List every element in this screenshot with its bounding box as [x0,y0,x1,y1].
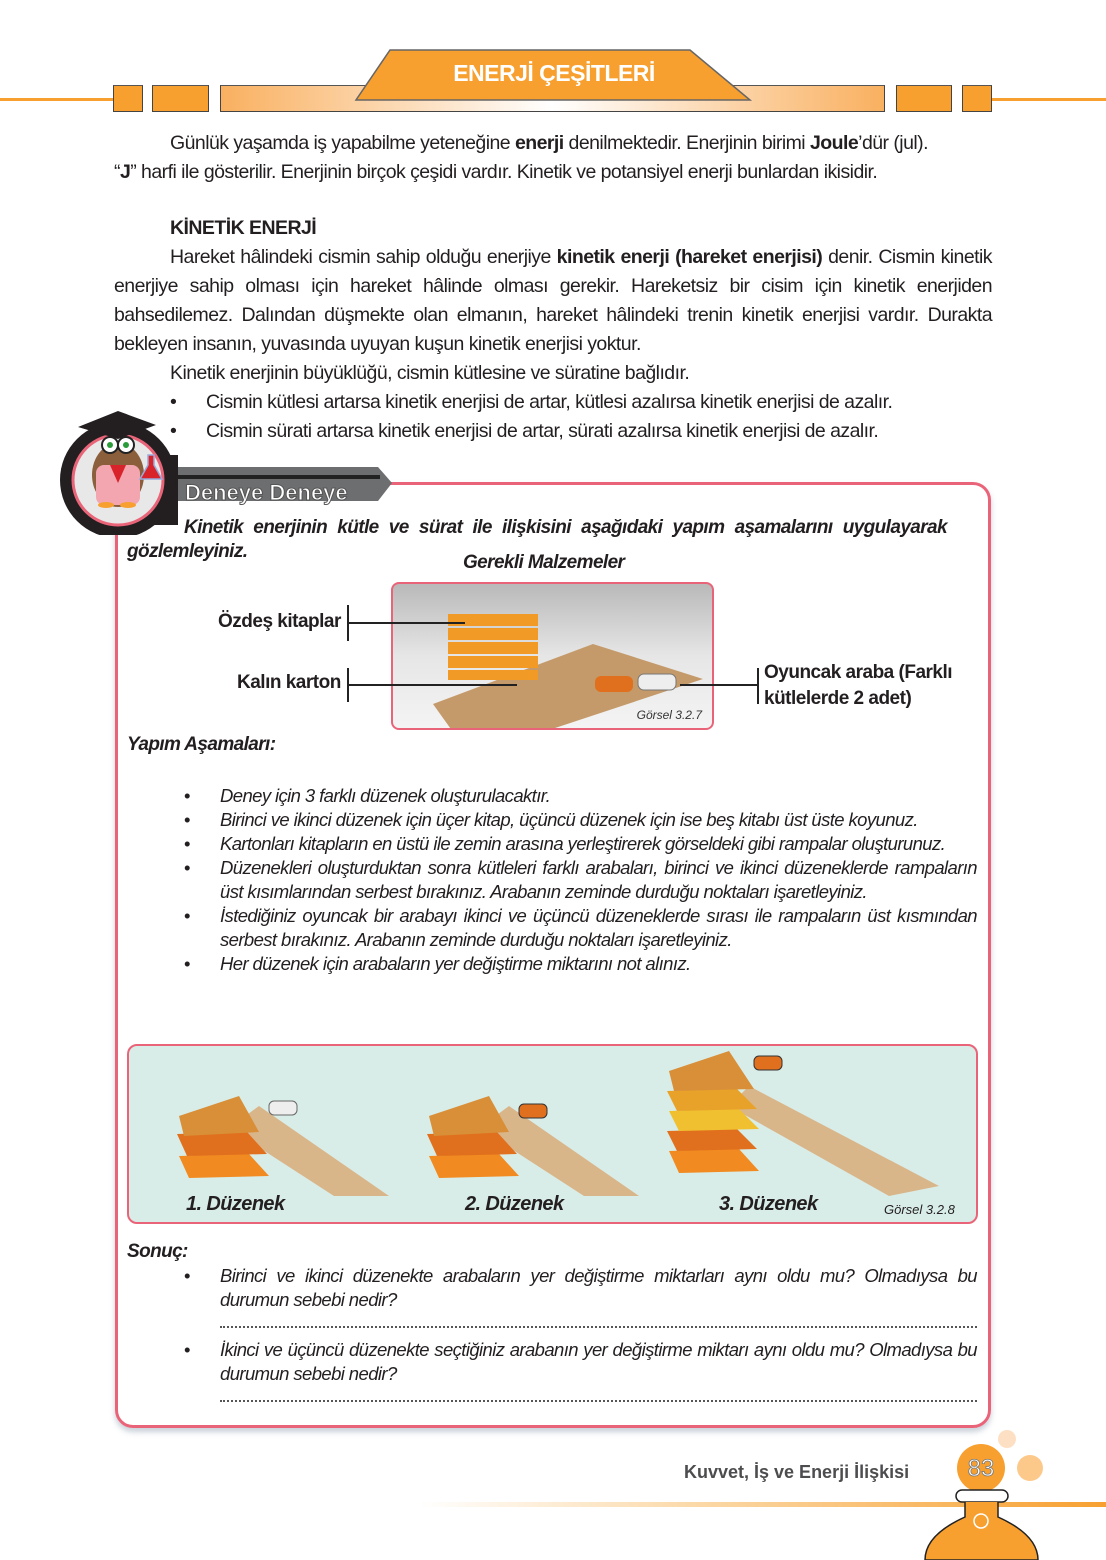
header-block [896,85,952,112]
list-item: • Deney için 3 farklı düzenek oluşturulacaktır. [184,785,551,806]
leader-line [347,684,517,686]
leader-line [757,668,759,704]
result-title: Sonuç: [127,1241,188,1262]
page-title: ENERJİ ÇEŞİTLERİ [453,60,655,86]
setup-2-label: 2. Düzenek [465,1193,564,1215]
setup-1-ramp-icon [177,1096,389,1196]
list-item: • Her düzenek için arabaların yer değiştirme miktarını not alınız. [184,953,691,974]
question-text: Birinci ve ikinci düzenekte arabaların yer değiştirme miktarları aynı oldu mu? Olmadıysa bu durumun sebebi nedir? [220,1265,977,1310]
list-item: • İstediğiniz oyuncak bir arabayı ikinci ve üçüncü düzeneklerde sırası ile rampaların üst kısmından serbest bırakınız. Arabanın zeminde durduğu noktaları işaretleyiniz. [184,905,977,950]
text: Hareket hâlindeki cismin sahip olduğu enerjiye [170,246,557,268]
bullet-text: Cismin kütlesi artarsa kinetik enerjisi de artar, kütlesi azalırsa kinetik enerjisi de azalır. [206,391,893,413]
text: ” harfi ile gösterilir. Enerjinin birçok çeşidi vardır. Kinetik ve potansiyel enerji bunlardan ikisidir. [130,161,878,183]
text: ’dür (jul). [858,132,928,154]
term-kinetik-enerji: kinetik enerji (hareket enerjisi) [556,246,823,268]
term-joule: Joule [809,132,859,154]
text: denilmektedir. Enerjinin birimi [563,132,810,154]
step-text: Deney için 3 farklı düzenek oluşturulacaktır. [220,785,551,806]
header-block [962,85,992,112]
text: “ [114,161,120,183]
label-books: Özdeş kitaplar [218,611,341,632]
header-line-left [0,98,120,101]
text: denir. Cismin kinetik enerjiye sahip olması için hareket hâlinde olması gerekir. Hareketsiz bir cisim için kinetik enerjiden bahsedilemez. Dalından düşmekte olan elmanın, hareket hâlindeki trenin kinetik enerjisi vardır. Durakta bekleyen insanın, yuvasında uyuyan kuşun kinetik enerjisi yoktur. [114,246,992,355]
deneye-badge: Deneye Deneye [185,480,348,505]
steps-list [184,784,977,976]
header-line-right [985,98,1106,101]
kinetic-paragraph-2: Kinetik enerjinin büyüklüğü, cismin kütlesine ve süratine bağlıdır. [170,362,690,384]
term-enerji: enerji [514,132,564,154]
setup-3-ramp-icon [667,1051,939,1196]
leader-line [347,622,465,624]
term-j: J [119,161,131,183]
list-item: • Cismin sürati artarsa kinetik enerjisi de artar, sürati azalırsa kinetik enerjisi de azalır. [170,420,879,442]
toy-car-icon [638,674,676,690]
intro-paragraph [114,129,994,187]
leader-line [680,684,758,686]
section-heading: KİNETİK ENERJİ [170,217,317,239]
page-number: 83 [967,1455,995,1482]
list-item: • Birinci ve ikinci düzenekte arabaların yer değiştirme miktarları aynı oldu mu? Olmadıysa bu durumun sebebi nedir? [184,1264,977,1328]
bullet-text: Cismin sürati artarsa kinetik enerjisi de artar, sürati azalırsa kinetik enerjisi de azalır. [206,420,879,442]
steps-title: Yapım Aşamaları: [127,734,276,755]
setup-2-ramp-icon [427,1096,639,1196]
list-item: • İkinci ve üçüncü düzenekte seçtiğiniz arabanın yer değiştirme miktarı aynı oldu mu? Olmadıysa bu durumun sebebi nedir? [184,1338,977,1402]
setup-1-label: 1. Düzenek [186,1193,285,1215]
label-cardboard: Kalın karton [237,672,341,693]
answer-line[interactable] [220,1400,977,1402]
toy-car-icon [595,676,633,692]
text: Günlük yaşamda iş yapabilme yeteneğine [170,132,515,154]
step-text: Düzenekleri oluşturduktan sonra kütleleri farklı arabaları, birinci ve ikinci düzeneklerde rampaların üst kısımlarından serbest bırakınız. Arabanın zeminde durduğu noktaları işaretleyiniz. [220,857,977,902]
materials-photo [391,582,714,730]
footer-unit-title: Kuvvet, İş ve Enerji İlişkisi [684,1462,910,1482]
setups-panel [127,1044,978,1224]
experiment-instruction: Kinetik enerjinin kütle ve sürat ile ilişkisini aşağıdaki yapım aşamalarını uygulayarak gözlemleyiniz. [127,517,947,562]
flask-icon [920,1425,1050,1560]
materials-title: Gerekli Malzemeler [463,552,625,573]
kinetic-paragraph [114,243,992,359]
step-text: Her düzenek için arabaların yer değiştirme miktarını not alınız. [220,953,691,974]
list-item: • Cismin kütlesi artarsa kinetik enerjisi de artar, kütlesi azalırsa kinetik enerjisi de azalır. [170,391,893,413]
header-block [152,85,209,112]
answer-line[interactable] [220,1326,977,1328]
step-text: Birinci ve ikinci düzenek için üçer kitap, üçüncü düzenek için ise beş kitabı üst üste koyunuz. [220,809,918,830]
setup-3-label: 3. Düzenek [719,1193,818,1215]
step-text: Kartonları kitapların en üstü ile zemin arasına yerleştirerek görseldeki gibi rampalar oluşturunuz. [220,833,946,854]
list-item: • Birinci ve ikinci düzenek için üçer kitap, üçüncü düzenek için ise beş kitabı üst üste koyunuz. [184,809,918,830]
photo-caption: Görsel 3.2.7 [636,708,702,722]
question-text: İkinci ve üçüncü düzenekte seçtiğiniz arabanın yer değiştirme miktarı aynı oldu mu? Olmadıysa bu durumun sebebi nedir? [220,1339,977,1384]
list-item: • Kartonları kitapların en üstü ile zemin arasına yerleştirerek görseldeki gibi rampalar oluşturunuz. [184,833,946,854]
step-text: İstediğiniz oyuncak bir arabayı ikinci ve üçüncü düzeneklerde sırası ile rampaların üst kısmından serbest bırakınız. Arabanın zeminde durduğu noktaları işaretleyiniz. [220,905,977,950]
questions-list [184,1264,977,1402]
setups-caption: Görsel 3.2.8 [884,1202,955,1217]
list-item: • Düzenekleri oluşturduktan sonra kütleleri farklı arabaları, birinci ve ikinci düzeneklerde rampaların üst kısımlarından serbest bırakınız. Arabanın zeminde durduğu noktaları işaretleyiniz. [184,857,977,902]
header-block [113,85,143,112]
label-car: Oyuncak araba (Farklı kütlelerde 2 adet) [764,662,953,709]
